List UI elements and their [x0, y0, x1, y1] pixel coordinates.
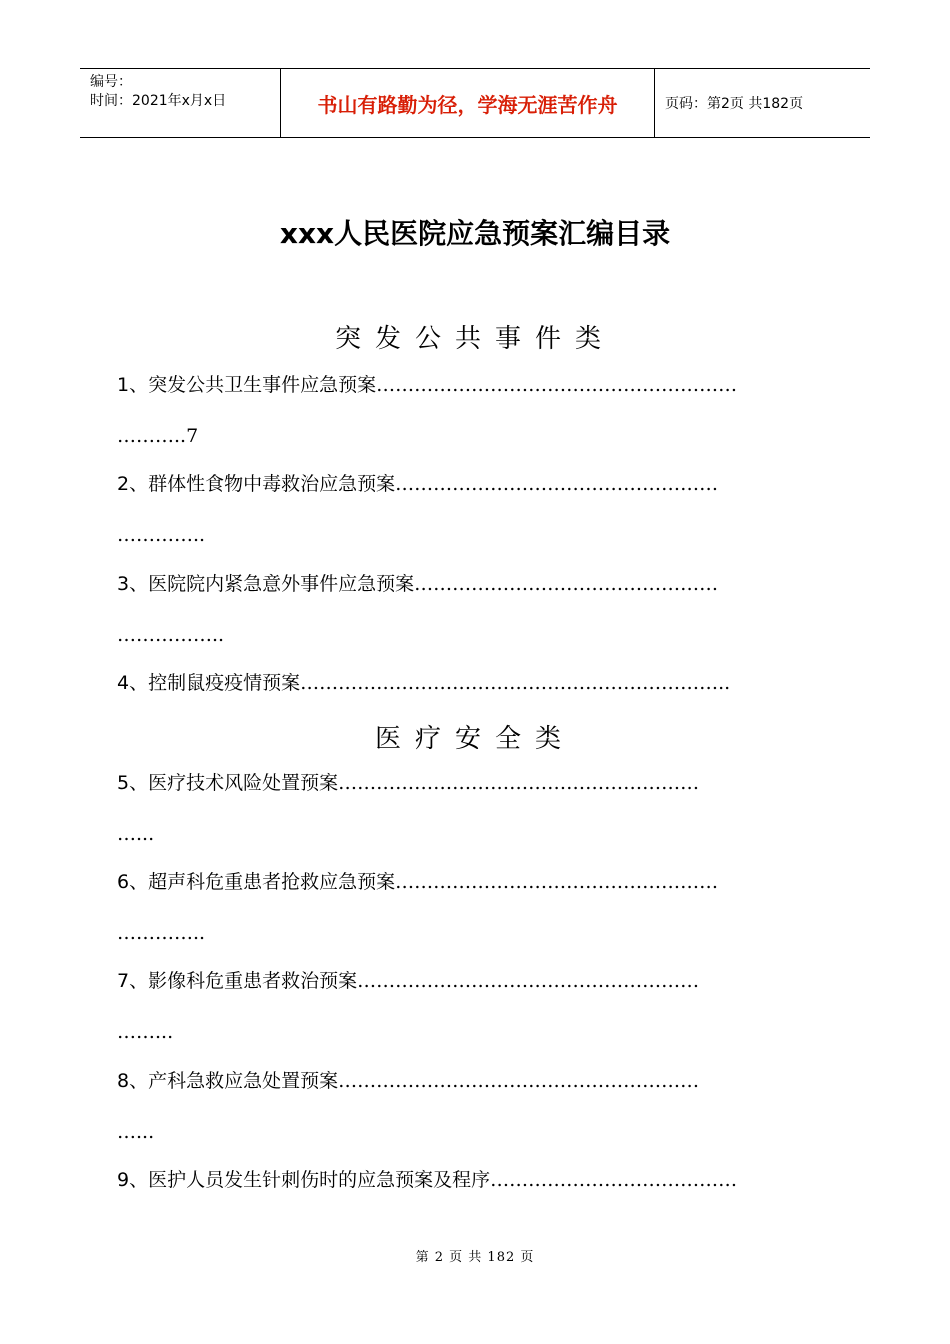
toc-entry-title: 控制鼠疫疫情预案 — [148, 672, 301, 694]
toc-entry-6[interactable]: 6、超声科危重患者抢救应急预案…………………………………………… — [117, 871, 719, 893]
date-label: 时间：2021年x月x日 — [90, 93, 227, 109]
toc-entry-7-continuation: ……... — [117, 1021, 174, 1043]
header-motto: 书山有路勤为径，学海无涯苦作舟 — [281, 69, 655, 137]
toc-leader: ………………………………………… — [414, 573, 719, 595]
toc-entry-title: 医护人员发生针刺伤时的应急预案及程序 — [148, 1169, 491, 1191]
toc-entry-7[interactable]: 7、影像科危重患者救治预案……………………………………………… — [117, 970, 700, 992]
section-heading-medical-safety: 医疗安全类 — [374, 724, 575, 754]
toc-leader: ………………………………………………… — [338, 1070, 700, 1092]
toc-leader: ………………………………………………… — [338, 772, 700, 794]
toc-entry-2[interactable]: 2、群体性食物中毒救治应急预案…………………………………………… — [117, 473, 719, 495]
toc-entry-8-continuation: …... — [117, 1121, 155, 1143]
header-page-label: 页码：第2页 共182页 — [665, 96, 804, 112]
toc-entry-title: 医疗技术风险处置预案 — [148, 772, 339, 794]
toc-entry-5[interactable]: 5、医疗技术风险处置预案………………………………………………… — [117, 772, 700, 794]
toc-leader: …………………………………………… — [395, 473, 719, 495]
code-label: 编号： — [90, 74, 132, 90]
toc-entry-6-continuation: ………….. — [117, 922, 206, 944]
toc-entry-8[interactable]: 8、产科急救应急处置预案………………………………………………… — [117, 1070, 700, 1092]
section-heading-public-events: 突发公共事件类 — [334, 324, 615, 354]
header-table — [80, 68, 870, 138]
toc-entry-3-continuation: …………….. — [117, 624, 225, 646]
document-title: xxx人民医院应急预案汇编目录 — [279, 217, 671, 250]
toc-entry-title: 影像科危重患者救治预案 — [148, 970, 358, 992]
toc-leader: ………………………………………………………….. — [300, 672, 731, 694]
toc-leader: …………………………………………… — [395, 871, 719, 893]
toc-entry-title: 超声科危重患者抢救应急预案 — [148, 871, 396, 893]
toc-entry-4[interactable]: 4、控制鼠疫疫情预案………………………………………………………….. — [117, 672, 731, 694]
toc-entry-title: 突发公共卫生事件应急预案 — [148, 374, 377, 396]
toc-entry-5-continuation: …... — [117, 823, 155, 845]
toc-entry-1[interactable]: 1、突发公共卫生事件应急预案………………………………………………… — [117, 374, 738, 396]
toc-entry-1-continuation: ………..7 — [117, 425, 199, 447]
toc-leader: ………………………………… — [490, 1169, 738, 1191]
toc-entry-title: 医院院内紧急意外事件应急预案 — [148, 573, 415, 595]
toc-entry-title: 群体性食物中毒救治应急预案 — [148, 473, 396, 495]
header-meta — [80, 69, 281, 137]
toc-entry-title: 产科急救应急处置预案 — [148, 1070, 339, 1092]
toc-entry-2-continuation: ………….. — [117, 524, 206, 546]
toc-entry-3[interactable]: 3、医院院内紧急意外事件应急预案………………………………………… — [117, 573, 719, 595]
page-footer: 第 2 页 共 182 页 — [415, 1250, 535, 1265]
toc-leader: ……………………………………………… — [357, 970, 700, 992]
toc-entry-9[interactable]: 9、医护人员发生针刺伤时的应急预案及程序………………………………… — [117, 1169, 738, 1191]
toc-leader: ………………………………………………… — [376, 374, 738, 396]
